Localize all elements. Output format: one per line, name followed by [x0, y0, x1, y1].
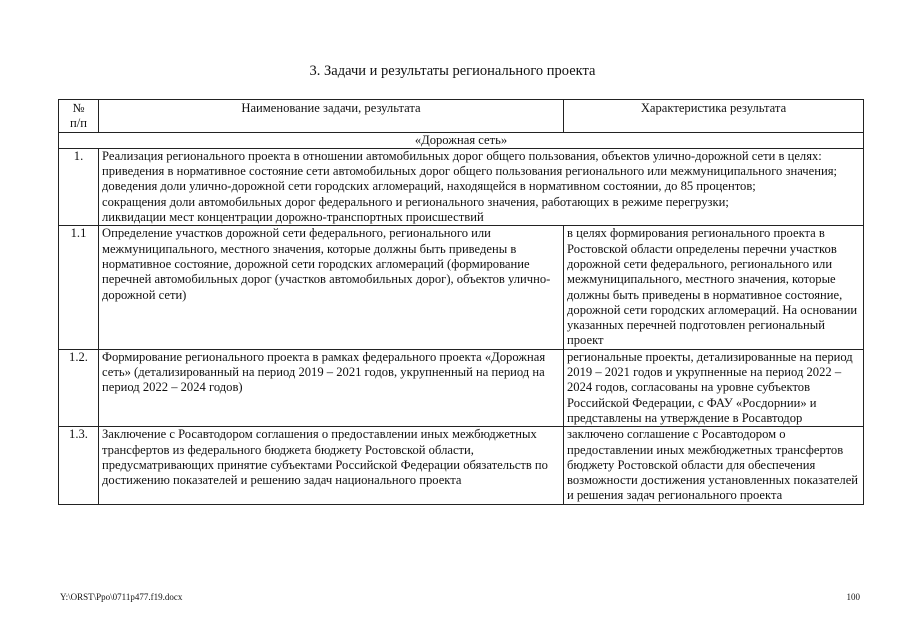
task-line: приведения в нормативное состояние сети автомобильных дорог общего пользования регионального или межмуниципального значения; [102, 164, 837, 179]
table-row [59, 148, 864, 225]
row-number: 1.1 [59, 226, 99, 349]
result-cell: в целях формирования регионального проекта в Ростовской области определены перечни участков дорожной сети федерального, регионального или межмуниципального, местного значения, которые должны быть приведены в нормативное состояние, дорожной сети городских агломераций. На основании указанных перечней подготовлен региональный проект [564, 226, 864, 349]
footer-file-path: Y:\ORST\Ppo\0711p477.f19.docx [60, 592, 183, 602]
header-name: Наименование задачи, результата [99, 100, 564, 133]
row-number: 1.3. [59, 427, 99, 504]
row-number: 1. [59, 148, 99, 225]
task-line: доведения доли улично-дорожной сети городских агломераций, находящейся в нормативном состоянии, до 85 процентов; [102, 179, 756, 194]
page-title: 3. Задачи и результаты регионального проекта [309, 63, 596, 79]
header-num [59, 100, 99, 133]
tasks-table [58, 99, 864, 505]
task-name-cell: Формирование регионального проекта в рамках федерального проекта «Дорожная сеть» (детализированный на период 2019 – 2021 годов, укрупненный на период на период 2022 – 2024 годов) [99, 349, 564, 426]
task-line: сокращения доли автомобильных дорог федерального и регионального значения, работающих в режиме перегрузки; [102, 194, 729, 209]
task-name-cell: Заключение с Росавтодором соглашения о предоставлении иных межбюджетных трансфертов из федерального бюджета бюджету Ростовской области, предусматривающих принятие субъектами Российской Федерации обязательств по достижению показателей и решению задач национального проекта [99, 427, 564, 504]
section-row [59, 132, 864, 148]
task-name-cell: Определение участков дорожной сети федерального, регионального или межмуниципального, местного значения, которые должны быть приведены в нормативное состояние, дорожной сети городских агломераций (формирование перечней автомобильных дорог (участков автомобильных дорог), объектов улично-дорожной сети) [99, 226, 564, 349]
table-row [59, 349, 864, 426]
header-num-line1: № [72, 101, 85, 115]
result-cell: региональные проекты, детализированные на период 2019 – 2021 годов и укрупненные на период 2022 – 2024 годов, согласованы на уровне субъектов Российской Федерации, с ФАУ «Росдорнии» и представлены на утверждение в Росавтодор [564, 349, 864, 426]
section-title: «Дорожная сеть» [59, 132, 864, 148]
table-row [59, 427, 864, 504]
task-line: ликвидации мест концентрации дорожно-транспортных происшествий [102, 210, 484, 225]
header-num-line2: п/п [70, 116, 87, 131]
footer-page-number: 100 [846, 592, 860, 602]
header-characteristic: Характеристика результата [564, 100, 864, 133]
result-cell: заключено соглашение с Росавтодором о предоставлении иных межбюджетных трансфертов бюджету Ростовской области для обеспечения возможности достижения установленных показателей и решения задач регионального проекта [564, 427, 864, 504]
task-description [99, 148, 864, 225]
header-row [59, 100, 864, 133]
table-row [59, 226, 864, 349]
row-number: 1.2. [59, 349, 99, 426]
task-line: Реализация регионального проекта в отношении автомобильных дорог общего пользования, объектов улично-дорожной сети в целях: [102, 148, 822, 163]
